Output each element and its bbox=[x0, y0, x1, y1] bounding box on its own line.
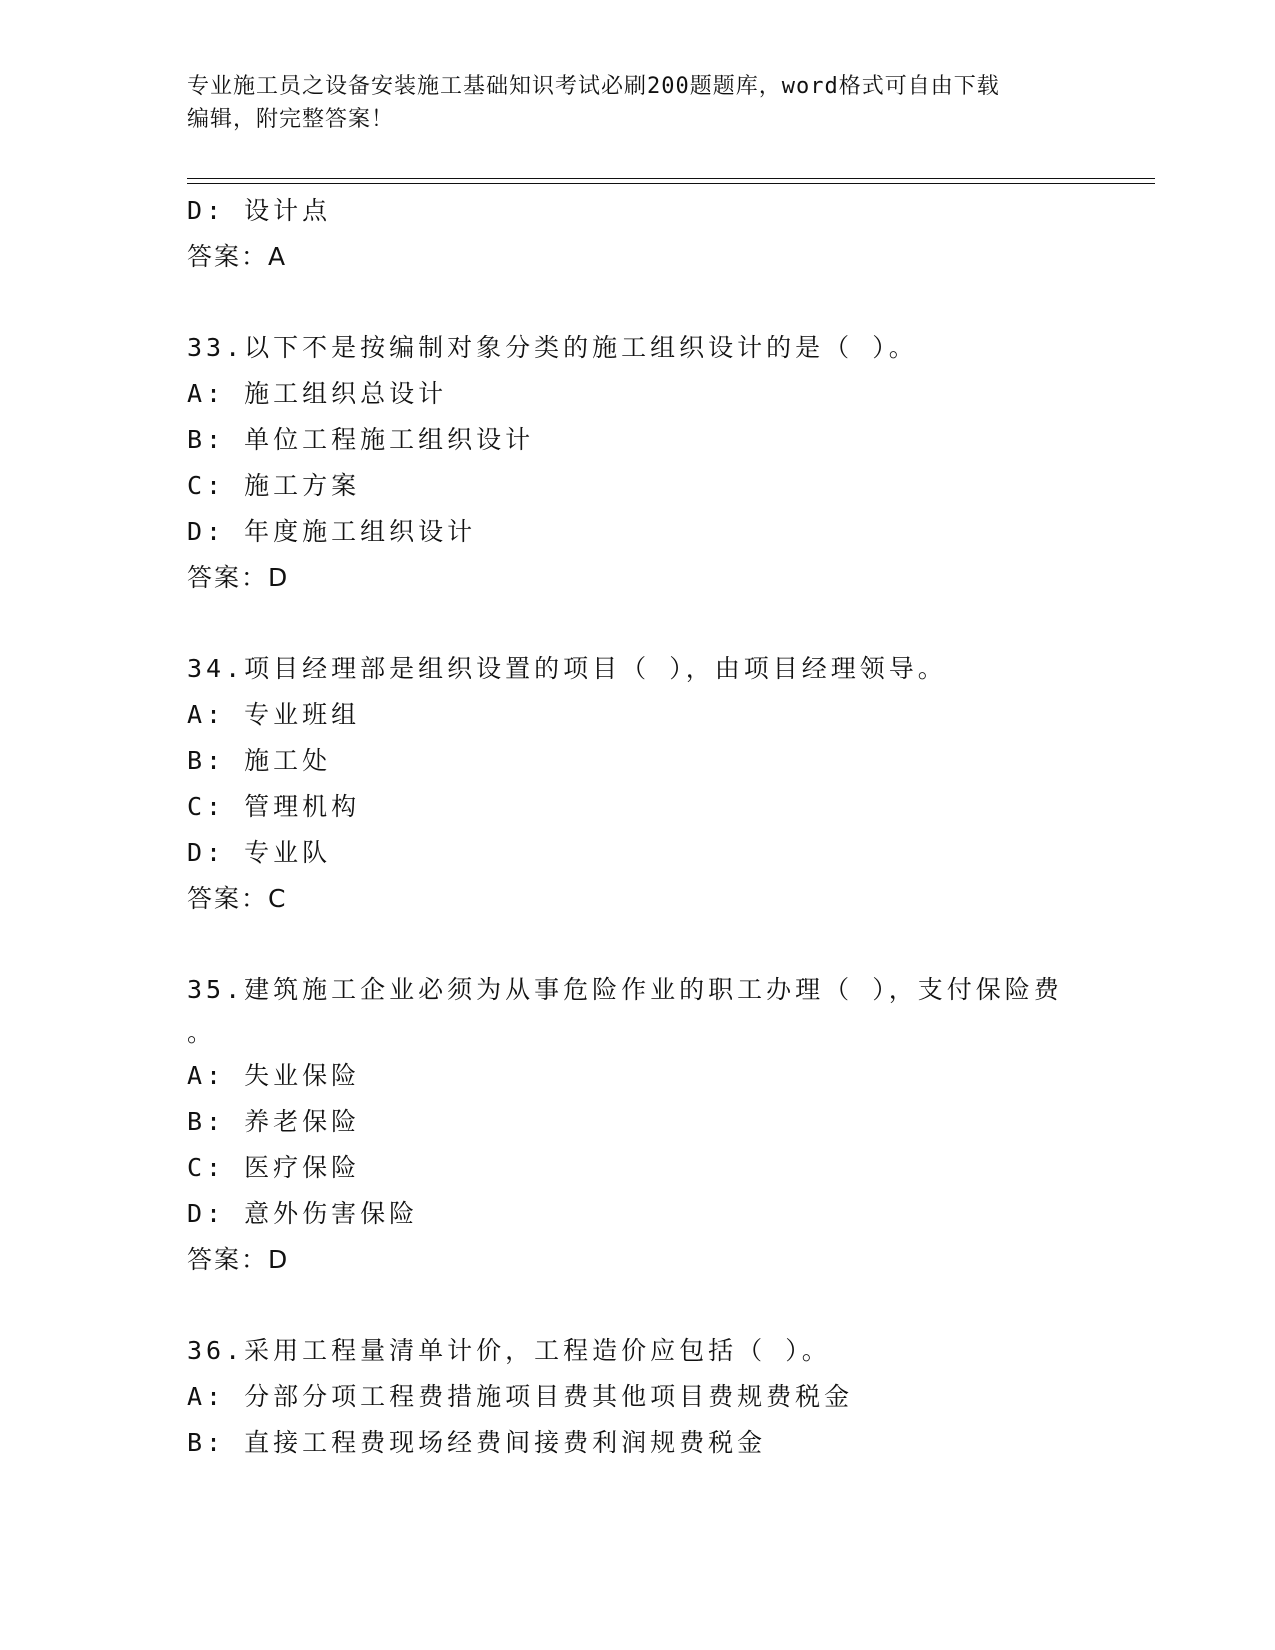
option-d: D: 年度施工组织设计 bbox=[187, 517, 477, 546]
question-block-32 bbox=[187, 188, 1087, 280]
header-line-1: 专业施工员之设备安装施工基础知识考试必刷200题题库，word格式可自由下载 bbox=[187, 74, 1000, 99]
header-divider-bottom bbox=[187, 183, 1155, 184]
answer-line: 答案：A bbox=[187, 242, 288, 271]
question-block-35 bbox=[187, 967, 1087, 1283]
question-content bbox=[187, 188, 1087, 1466]
question-title: 36.采用工程量清单计价，工程造价应包括（ ）。 bbox=[187, 1336, 831, 1365]
option-d: D: 意外伤害保险 bbox=[187, 1199, 419, 1228]
option-c: C: 医疗保险 bbox=[187, 1153, 361, 1182]
header-line-2: 编辑，附完整答案！ bbox=[187, 107, 395, 132]
option-c: C: 管理机构 bbox=[187, 792, 361, 821]
document-header bbox=[187, 70, 1067, 136]
header-divider-top bbox=[187, 178, 1155, 179]
spacer bbox=[187, 280, 1087, 325]
option-d: D: 设计点 bbox=[187, 196, 332, 225]
option-c: C: 施工方案 bbox=[187, 471, 361, 500]
question-title: 33.以下不是按编制对象分类的施工组织设计的是（ ）。 bbox=[187, 333, 918, 362]
answer-line: 答案：C bbox=[187, 884, 288, 913]
question-title: 35.建筑施工企业必须为从事危险作业的职工办理（ ），支付保险费 bbox=[187, 975, 1063, 1004]
option-a: A: 施工组织总设计 bbox=[187, 379, 448, 408]
option-a: A: 失业保险 bbox=[187, 1061, 361, 1090]
option-b: B: 施工处 bbox=[187, 746, 332, 775]
option-b: B: 单位工程施工组织设计 bbox=[187, 425, 535, 454]
spacer bbox=[187, 922, 1087, 967]
question-block-33 bbox=[187, 325, 1087, 601]
answer-line: 答案：D bbox=[187, 1245, 290, 1274]
option-a: A: 分部分项工程费措施项目费其他项目费规费税金 bbox=[187, 1382, 854, 1411]
option-d: D: 专业队 bbox=[187, 838, 332, 867]
option-a: A: 专业班组 bbox=[187, 700, 361, 729]
question-title-continuation: 。 bbox=[187, 1018, 217, 1047]
option-b: B: 养老保险 bbox=[187, 1107, 361, 1136]
option-b: B: 直接工程费现场经费间接费利润规费税金 bbox=[187, 1428, 767, 1457]
answer-line: 答案：D bbox=[187, 563, 290, 592]
spacer bbox=[187, 1283, 1087, 1328]
question-block-36 bbox=[187, 1328, 1087, 1466]
question-block-34 bbox=[187, 646, 1087, 922]
spacer bbox=[187, 601, 1087, 646]
question-title: 34.项目经理部是组织设置的项目（ ），由项目经理领导。 bbox=[187, 654, 947, 683]
